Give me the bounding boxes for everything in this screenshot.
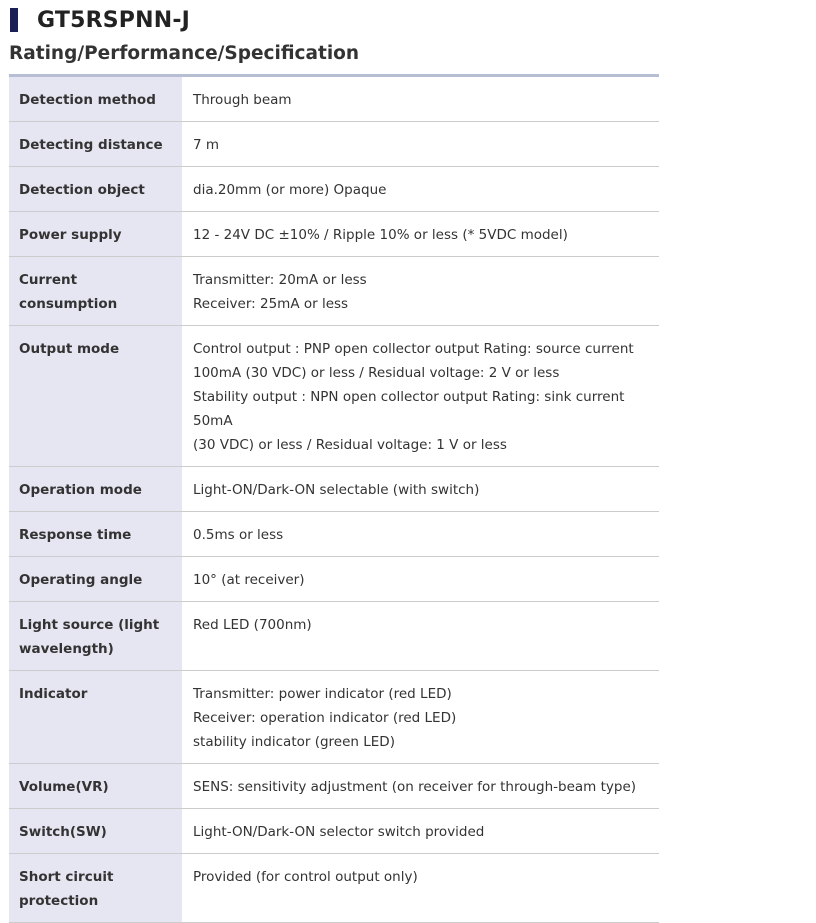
- spec-value-line: stability indicator (green LED): [193, 734, 395, 750]
- spec-value: [182, 76, 659, 122]
- spec-label: Operating angle: [9, 557, 182, 602]
- spec-value-line: Transmitter: 20mA or less: [193, 272, 367, 288]
- spec-value: [182, 512, 659, 557]
- spec-row: [9, 122, 659, 167]
- spec-value-line: Red LED (700nm): [193, 617, 312, 633]
- spec-row: [9, 257, 659, 326]
- title-accent-bar: [10, 8, 18, 32]
- spec-label: Operation mode: [9, 467, 182, 512]
- spec-value-line: dia.20mm (or more) Opaque: [193, 182, 387, 198]
- spec-value-line: (30 VDC) or less / Residual voltage: 1 V or less: [193, 437, 507, 453]
- spec-value-line: Receiver: operation indicator (red LED): [193, 710, 457, 726]
- spec-table-body: [9, 76, 659, 923]
- spec-label: Response time: [9, 512, 182, 557]
- spec-row: [9, 557, 659, 602]
- spec-value-line: Stability output : NPN open collector output Rating: sink current 50mA: [193, 389, 625, 429]
- spec-value-line: 12 - 24V DC ±10% / Ripple 10% or less (* 5VDC model): [193, 227, 568, 243]
- spec-label: Short circuit protection: [9, 854, 182, 923]
- spec-row: [9, 671, 659, 764]
- spec-value-line: Receiver: 25mA or less: [193, 296, 349, 312]
- spec-value-line: Transmitter: power indicator (red LED): [193, 686, 452, 702]
- spec-value-line: Control output : PNP open collector output Rating: source current: [193, 341, 634, 357]
- spec-row: [9, 602, 659, 671]
- spec-row: [9, 326, 659, 467]
- spec-value-line: 100mA (30 VDC) or less / Residual voltage: 2 V or less: [193, 365, 560, 381]
- spec-label: Volume(VR): [9, 764, 182, 809]
- spec-value: [182, 212, 659, 257]
- spec-value: [182, 809, 659, 854]
- spec-value: [182, 257, 659, 326]
- spec-value: [182, 671, 659, 764]
- spec-value: [182, 467, 659, 512]
- spec-label: Indicator: [9, 671, 182, 764]
- spec-label: Output mode: [9, 326, 182, 467]
- spec-value: [182, 764, 659, 809]
- spec-label: Detecting distance: [9, 122, 182, 167]
- spec-value-line: 7 m: [193, 137, 220, 153]
- spec-value-line: SENS: sensitivity adjustment (on receiver for through-beam type): [193, 779, 637, 795]
- spec-row: [9, 467, 659, 512]
- spec-value: [182, 602, 659, 671]
- spec-row: [9, 809, 659, 854]
- spec-value-line: Light-ON/Dark-ON selector switch provided: [193, 824, 485, 840]
- spec-value-line: Through beam: [193, 92, 292, 108]
- spec-value-line: 0.5ms or less: [193, 527, 284, 543]
- spec-row: [9, 512, 659, 557]
- spec-label: Light source (light wavelength): [9, 602, 182, 671]
- spec-row: [9, 212, 659, 257]
- spec-row: [9, 76, 659, 122]
- spec-value-line: Provided (for control output only): [193, 869, 418, 885]
- section-heading: Rating/Performance/Specification: [9, 43, 360, 64]
- spec-value-line: Light-ON/Dark-ON selectable (with switch): [193, 482, 480, 498]
- spec-row: [9, 854, 659, 923]
- spec-value: [182, 854, 659, 923]
- page-title: [10, 6, 190, 34]
- spec-label: Detection object: [9, 167, 182, 212]
- spec-value: [182, 326, 659, 467]
- spec-value: [182, 167, 659, 212]
- page-title-text: GT5RSPNN-J: [37, 7, 191, 33]
- spec-label: Current consumption: [9, 257, 182, 326]
- spec-label: Switch(SW): [9, 809, 182, 854]
- spec-value: [182, 122, 659, 167]
- spec-table: [9, 74, 659, 923]
- spec-value-line: 10° (at receiver): [193, 572, 305, 588]
- spec-label: Detection method: [9, 76, 182, 122]
- spec-label: Power supply: [9, 212, 182, 257]
- spec-row: [9, 167, 659, 212]
- spec-value: [182, 557, 659, 602]
- spec-row: [9, 764, 659, 809]
